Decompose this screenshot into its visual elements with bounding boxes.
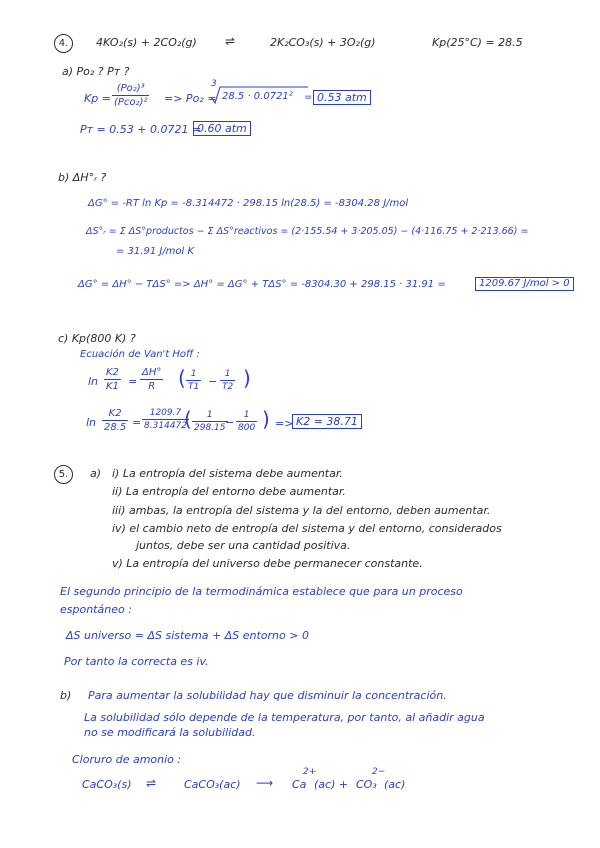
vh-num-kp: 28.5 <box>104 422 127 433</box>
vh-num-r: 8.314472 <box>144 421 187 431</box>
k2-result: K2 = 38.71 <box>292 414 362 429</box>
vh-inv-t1 <box>186 369 201 392</box>
po2-result: 0.53 atm <box>313 90 371 105</box>
vh-num-open-paren: ( <box>184 407 192 431</box>
cube-root-index: 3 <box>211 79 217 89</box>
part-c-label: c) Kp(800 K) ? <box>58 332 136 345</box>
ammonium-chloride-label: Cloruro de amonio : <box>72 753 182 766</box>
question-5-number: 5. <box>54 465 73 484</box>
reaction-reactants: 4KO₂(s) + 2CO₂(g) <box>96 36 197 49</box>
vh-k-ratio <box>104 367 121 392</box>
vh-num-close-paren: ) <box>262 407 270 431</box>
q5-part-a-label: a) <box>90 467 102 480</box>
vh-num-dh: 1209.7 <box>149 408 182 418</box>
q5a-conclusion: Por tanto la correcta es iv. <box>64 655 209 668</box>
reaction-products: 2K₂CO₃(s) + 3O₂(g) <box>270 36 376 49</box>
caco3-aqueous: CaCO₃(ac) <box>184 778 241 791</box>
q5-option-v: v) La entropía del universo debe permanecer constante. <box>112 557 423 570</box>
vh-num-equals: = <box>132 416 142 429</box>
entropy-change-result: = 31.91 J/mol K <box>116 246 195 257</box>
solubility-line-1: Para aumentar la solubilidad hay que disminuir la concentración. <box>88 689 447 702</box>
dissociation-arrow: ⟶ <box>256 776 274 790</box>
vh-r: R <box>140 379 163 392</box>
vh-num-inv-t1 <box>192 410 228 433</box>
carbonate-charge: 2− <box>372 767 386 777</box>
vh-dh: ΔH° <box>142 367 162 378</box>
vh-ln: ln <box>88 375 99 388</box>
vh-num-k-ratio <box>102 408 128 433</box>
kp-expression-label: Kp = <box>84 92 111 105</box>
vh-num-dh-over-r <box>142 408 189 431</box>
vh-num-t2: 800 <box>238 423 256 433</box>
vh-num-k2: K2 <box>108 408 122 419</box>
cube-root-expression: 28.5 · 0.0721² <box>222 91 293 102</box>
calcium-ion: Ca <box>292 778 307 791</box>
vant-hoff-title: Ecuación de Van't Hoff : <box>80 349 200 360</box>
vh-k1: K1 <box>106 381 119 392</box>
kp-fraction <box>112 83 149 108</box>
total-pressure-result: 0.60 atm <box>193 121 251 136</box>
vh-one-a: 1 <box>190 369 197 379</box>
vh-equals: = <box>128 375 138 388</box>
carbonate-state: (ac) <box>384 778 406 791</box>
dissolution-equilibrium-arrow: ⇌ <box>146 776 157 790</box>
equals-sign: = <box>304 92 313 103</box>
q5-option-ii: ii) La entropía del entorno debe aumentar. <box>112 485 346 498</box>
kp-denominator: (Pco₂)² <box>114 97 148 108</box>
equilibrium-arrow: ⇌ <box>225 34 236 48</box>
vh-open-paren: ( <box>178 366 186 390</box>
second-law-statement: El segundo principio de la termodinámica establece que para un proceso <box>60 585 463 598</box>
enthalpy-line: ΔG° = ΔH° − TΔS° => ΔH° = ΔG° + TΔS° = -8304.30 + 298.15 · 31.91 = <box>78 279 446 290</box>
vh-num-t1: 298.15 <box>194 423 226 433</box>
part-a-label: a) Po₂ ? Pᴛ ? <box>62 65 130 78</box>
second-law-statement-cont: espontáneo : <box>60 603 132 616</box>
total-pressure-expression: Pᴛ = 0.53 + 0.0721 = <box>80 123 202 136</box>
q5-option-i: i) La entropía del sistema debe aumentar. <box>112 467 343 480</box>
question-4-number: 4. <box>54 34 73 53</box>
gibbs-energy-line: ΔG° = -RT ln Kp = -8.314472 · 298.15 ln(28.5) = -8304.28 J/mol <box>88 198 409 209</box>
vh-minus: − <box>208 375 218 388</box>
vh-inv-t2 <box>220 369 235 392</box>
q5-option-iv: iv) el cambio neto de entropía del sistema y del entorno, considerados <box>112 522 502 535</box>
entropy-universe-formula: ΔS universo = ΔS sistema + ΔS entorno > 0 <box>66 629 309 642</box>
vh-t1: T1 <box>188 382 200 392</box>
calcium-state: (ac) + <box>314 778 349 791</box>
vh-k2: K2 <box>106 367 119 378</box>
solubility-line-2: La solubilidad sólo depende de la temperatura, por tanto, al añadir agua <box>84 711 485 724</box>
vh-num-one-b: 1 <box>243 410 250 420</box>
caco3-solid: CaCO₃(s) <box>82 778 132 791</box>
vh-one-b: 1 <box>224 369 231 379</box>
vh-close-paren: ) <box>243 366 251 390</box>
carbonate-ion: CO₃ <box>356 778 377 791</box>
calcium-charge: 2+ <box>303 767 317 777</box>
enthalpy-result: 1209.67 J/mol > 0 <box>475 277 574 291</box>
kp-value: Kp(25°C) = 28.5 <box>432 36 523 49</box>
q5-option-iv-cont: juntos, debe ser una cantidad positiva. <box>136 539 351 552</box>
kp-numerator: (Po₂)³ <box>116 83 145 94</box>
vh-num-inv-t2 <box>236 410 257 433</box>
vh-implies: => <box>275 417 294 430</box>
part-b-label: b) ΔH°ᵣ ? <box>58 171 107 184</box>
vh-dh-over-r <box>140 367 163 392</box>
entropy-change-line: ΔS°ᵣ = Σ ΔS°productos − Σ ΔS°reactivos = (2·155.54 + 3·205.05) − (4·116.75 + 2·213.66) = <box>86 226 529 237</box>
kp-solve-step: => Po₂ = <box>164 92 217 105</box>
solubility-line-3: no se modificará la solubilidad. <box>84 726 256 739</box>
q5-part-b-label: b) <box>60 689 72 702</box>
vh-t2: T2 <box>222 382 234 392</box>
vh-num-one-a: 1 <box>206 410 213 420</box>
vh-num-ln: ln <box>86 416 97 429</box>
q5-option-iii: iii) ambas, la entropía del sistema y la del entorno, deben aumentar. <box>112 504 491 517</box>
vh-num-minus: − <box>225 416 235 429</box>
